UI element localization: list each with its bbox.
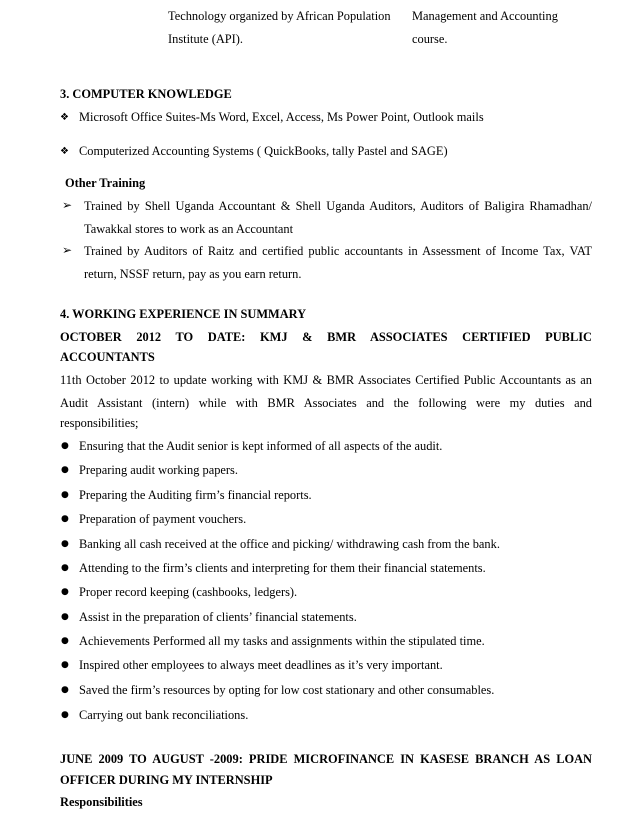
- duty-item: Saved the firm’s resources by opting for low cost stationary and other consumables.: [79, 683, 495, 697]
- duty-item: Preparing audit working papers.: [79, 463, 238, 477]
- section-heading-working-experience: 4. WORKING EXPERIENCE IN SUMMARY: [60, 307, 307, 321]
- duty-item: Proper record keeping (cashbooks, ledgers).: [79, 585, 298, 599]
- subheading-responsibilities: Responsibilities: [60, 795, 143, 809]
- bullet-icon: ●: [61, 563, 69, 573]
- list-item-continuation: Tawakkal stores to work as an Accountant: [84, 222, 294, 236]
- arrow-bullet-icon: ➢: [62, 243, 73, 257]
- bullet-icon: ●: [61, 490, 69, 500]
- intro-paragraph-line: Audit Assistant (intern) while with BMR Associates and the following were my duties and: [60, 396, 592, 410]
- diamond-bullet-icon: ❖: [60, 146, 69, 157]
- bullet-icon: ●: [61, 465, 69, 475]
- list-item-continuation: return, NSSF return, pay as you earn return.: [84, 267, 302, 281]
- job-title-continuation: ACCOUNTANTS: [60, 350, 155, 364]
- bullet-icon: ●: [61, 612, 69, 622]
- job-title: JUNE 2009 TO AUGUST -2009: PRIDE MICROFINANCE IN KASESE BRANCH AS LOAN: [60, 752, 592, 766]
- arrow-bullet-icon: ➢: [62, 198, 73, 212]
- bullet-icon: ●: [61, 685, 69, 695]
- duty-item: Achievements Performed all my tasks and assignments within the stipulated time.: [79, 634, 485, 648]
- bullet-icon: ●: [61, 587, 69, 597]
- diamond-bullet-icon: ❖: [60, 112, 69, 123]
- bullet-icon: ●: [61, 514, 69, 524]
- intro-paragraph-line: 11th October 2012 to update working with KMJ & BMR Associates Certified Public Accountants as an: [60, 373, 592, 387]
- table-cell-left-line2: Institute (API).: [168, 32, 244, 46]
- duty-item: Ensuring that the Audit senior is kept informed of all aspects of the audit.: [79, 439, 443, 453]
- job-title: OCTOBER 2012 TO DATE: KMJ & BMR ASSOCIATES CERTIFIED PUBLIC: [60, 330, 592, 344]
- subheading-other-training: Other Training: [65, 176, 146, 190]
- duty-item: Attending to the firm’s clients and interpreting for them their financial statements.: [79, 561, 486, 575]
- list-item: Microsoft Office Suites-Ms Word, Excel, Access, Ms Power Point, Outlook mails: [79, 110, 484, 124]
- duty-item: Banking all cash received at the office and picking/ withdrawing cash from the bank.: [79, 537, 500, 551]
- section-heading-computer-knowledge: 3. COMPUTER KNOWLEDGE: [60, 87, 232, 101]
- duty-item: Carrying out bank reconciliations.: [79, 708, 249, 722]
- intro-paragraph-line: responsibilities;: [60, 416, 139, 430]
- bullet-icon: ●: [61, 660, 69, 670]
- table-cell-right-line1: Management and Accounting: [412, 9, 558, 23]
- job-title-continuation: OFFICER DURING MY INTERNSHIP: [60, 773, 273, 787]
- list-item: Trained by Shell Uganda Accountant & Shell Uganda Auditors, Auditors of Baligira Rhamadhan/: [84, 199, 592, 213]
- bullet-icon: ●: [61, 636, 69, 646]
- list-item: Trained by Auditors of Raitz and certified public accountants in Assessment of Income Tax, VAT: [84, 244, 592, 258]
- bullet-icon: ●: [61, 710, 69, 720]
- list-item: Computerized Accounting Systems ( QuickBooks, tally Pastel and SAGE): [79, 144, 448, 158]
- table-cell-left-line1: Technology organized by African Population: [168, 9, 391, 23]
- bullet-icon: ●: [61, 441, 69, 451]
- table-cell-right-line2: course.: [412, 32, 448, 46]
- duty-item: Preparing the Auditing firm’s financial reports.: [79, 488, 312, 502]
- duty-item: Assist in the preparation of clients’ financial statements.: [79, 610, 357, 624]
- duty-item: Inspired other employees to always meet deadlines as it’s very important.: [79, 658, 443, 672]
- duty-item: Preparation of payment vouchers.: [79, 512, 247, 526]
- bullet-icon: ●: [61, 539, 69, 549]
